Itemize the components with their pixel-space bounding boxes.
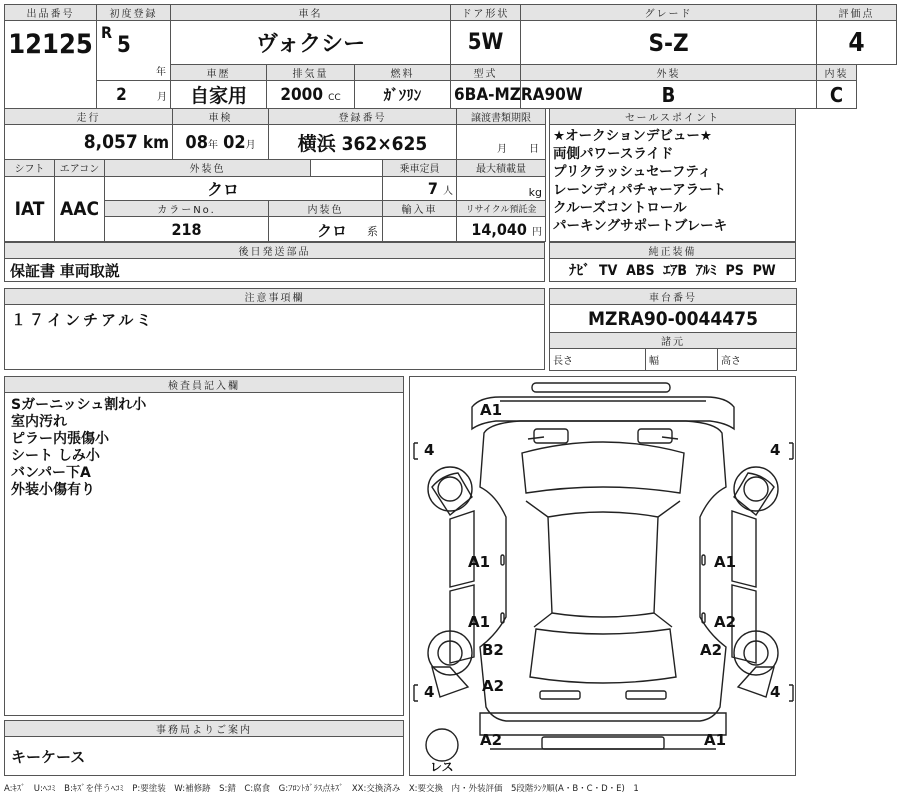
damage-left-rear-door: A1 <box>468 613 491 631</box>
office-table <box>4 720 404 776</box>
inspector-line: ピラー内張傷小 <box>11 431 109 447</box>
first-reg-year: 5 <box>117 33 131 58</box>
door-label: ドア形状 <box>451 5 521 21</box>
spare-tire-label: レス <box>430 760 454 774</box>
sales-point-item: ★オークションデビュー★ <box>553 128 712 144</box>
grade-label: グレード <box>521 5 817 21</box>
score-label: 評価点 <box>817 5 897 21</box>
spec-width: 幅 <box>646 349 718 371</box>
inspector-label: 検査員記入欄 <box>5 377 404 393</box>
sales-points-table <box>549 108 796 242</box>
car-diagram <box>410 377 797 777</box>
plate-number: 横浜 362×625 <box>269 125 457 160</box>
ext-color-label: 外装色 <box>105 160 311 176</box>
inspector-line: シート しみ小 <box>11 448 100 464</box>
grade-value: S-Z <box>521 21 817 65</box>
damage-rear-bumper-left: A2 <box>480 731 503 749</box>
damage-right-front-door: A1 <box>714 553 737 571</box>
damage-front-bumper: A1 <box>480 401 503 419</box>
notes-table <box>4 288 545 370</box>
damage-right-rear-fender: A2 <box>700 641 723 659</box>
first-reg-month: 2 <box>116 84 127 105</box>
model-value: 6BA-MZRA90W <box>451 81 521 109</box>
damage-left-rear-quarter: A2 <box>482 677 505 695</box>
equipment-label: 純正装備 <box>550 243 796 259</box>
shift-value: IAT <box>5 176 55 242</box>
equipment-list <box>550 259 796 282</box>
sales-points <box>550 125 796 242</box>
later-parts: 保証書 車両取説 <box>5 259 545 282</box>
equipment-table <box>549 242 796 282</box>
door-type: 5W <box>451 21 521 65</box>
notes-value: １７インチアルミ <box>5 305 545 370</box>
spec-length: 長さ <box>550 349 646 371</box>
capacity-label: 乗車定員 <box>383 160 457 176</box>
first-reg-label: 初度登録 <box>97 5 171 21</box>
later-parts-table <box>4 242 545 282</box>
ext-color: クロ <box>105 176 383 201</box>
lot-label: 出品番号 <box>5 5 97 21</box>
inspector-line: Sガーニッシュ割れ小 <box>11 397 147 413</box>
int-color-label: 内装色 <box>269 201 383 217</box>
aircon-value: AAC <box>55 176 105 242</box>
model-label: 型式 <box>451 65 521 81</box>
ext-score: B <box>521 81 817 109</box>
chassis-table <box>549 288 797 371</box>
tire-front-left: 4 <box>424 441 435 459</box>
ext-score-label: 外装 <box>521 65 817 81</box>
score-value: 4 <box>817 21 897 65</box>
transfer-label: 譲渡書類期限 <box>457 109 546 125</box>
inspector-line: バンパー下A <box>11 465 91 481</box>
car-name: ヴォクシー <box>171 21 451 65</box>
header-table <box>4 4 897 109</box>
mileage-label: 走行 <box>5 109 173 125</box>
equipment-item: ﾅﾋﾞ <box>569 263 591 279</box>
equipment-item: ｴｱB <box>663 263 687 279</box>
first-reg-era: R <box>101 23 113 42</box>
damage-left-rear-fender: B2 <box>482 641 504 659</box>
int-color: クロ 系 <box>269 217 383 242</box>
color-no-label: カラーNo. <box>105 201 269 217</box>
max-load: kg <box>457 176 546 201</box>
import-value <box>383 217 457 242</box>
fuel-value: ｶﾞｿﾘﾝ <box>355 81 451 109</box>
tire-rear-left: 4 <box>424 683 435 701</box>
displacement-label: 排気量 <box>267 65 355 81</box>
sales-point-item: 両側パワースライド <box>553 146 674 162</box>
car-history-label: 車歴 <box>171 65 267 81</box>
first-reg-year-unit: 年 <box>156 67 167 78</box>
tire-rear-right: 4 <box>770 683 781 701</box>
sales-point-item: クルーズコントロール <box>553 200 687 216</box>
office-label: 事務局よりご案内 <box>5 721 404 737</box>
inspection-label: 車検 <box>173 109 269 125</box>
car-history: 自家用 <box>171 81 267 109</box>
mileage: 8,057 km <box>5 125 173 160</box>
color-no: 218 <box>105 217 269 242</box>
lot-number: 12125 <box>5 21 97 109</box>
max-load-label: 最大積載量 <box>457 160 546 176</box>
damage-left-front-door: A1 <box>468 553 491 571</box>
specs-label: 諸元 <box>550 333 797 349</box>
equipment-item: ABS <box>626 263 655 279</box>
notes-label: 注意事項欄 <box>5 289 545 305</box>
capacity: 7 人 <box>383 176 457 201</box>
aircon-label: エアコン <box>55 160 105 176</box>
equipment-item: PS <box>725 263 744 279</box>
later-parts-label: 後日発送部品 <box>5 243 545 259</box>
transfer-date: 月 日 <box>457 125 546 160</box>
int-score: C <box>817 81 857 109</box>
sales-point-item: レーンディパチャーアラート <box>553 182 727 198</box>
inspector-line: 室内汚れ <box>11 414 67 430</box>
sales-point-item: パーキングサポートブレーキ <box>553 218 728 234</box>
damage-right-rear-door: A2 <box>714 613 737 631</box>
damage-rear-bumper-right: A1 <box>704 731 727 749</box>
int-score-label: 内装 <box>817 65 857 81</box>
recycle-fee: 14,040 円 <box>457 217 546 242</box>
chassis-number: MZRA90-0044475 <box>550 305 797 333</box>
first-reg-cell <box>97 21 171 81</box>
plate-label: 登録番号 <box>269 109 457 125</box>
shift-label: シフト <box>5 160 55 176</box>
first-reg-month-unit: 月 <box>157 91 168 103</box>
displacement: 2000 CC <box>267 81 355 109</box>
sales-point-item: プリクラッシュセーフティ <box>553 164 712 180</box>
first-reg-month-cell <box>97 81 171 109</box>
inspection-date: 08年 02月 <box>173 125 269 160</box>
tire-front-right: 4 <box>770 441 781 459</box>
spec-height: 高さ <box>718 349 797 371</box>
inspector-line: 外装小傷有り <box>11 482 95 498</box>
equipment-item: TV <box>599 263 618 279</box>
recycle-label: リサイクル預託金 <box>457 201 546 217</box>
chassis-label: 車台番号 <box>550 289 797 305</box>
details-table <box>4 108 546 242</box>
legend: A:ｷｽﾞ U:ﾍｺﾐ B:ｷｽﾞを伴うﾍｺﾐ P:要塗装 W:補修跡 S:錆 C:腐食 G:ﾌﾛﾝﾄｶﾞﾗｽ点ｷｽﾞ XX:交換済み X:要交換 内・外装評価 5段階ﾗﾝｸ順(A・B・C・D・E) 1 <box>4 784 639 794</box>
office-note: キーケース <box>5 737 404 776</box>
damage-diagram <box>409 376 796 776</box>
car-name-label: 車名 <box>171 5 451 21</box>
inspector-notes <box>5 393 404 716</box>
fuel-label: 燃料 <box>355 65 451 81</box>
sales-points-label: セールスポイント <box>550 109 796 125</box>
inspector-table <box>4 376 404 716</box>
import-label: 輸入車 <box>383 201 457 217</box>
equipment-item: PW <box>752 263 776 279</box>
equipment-item: ｱﾙﾐ <box>695 263 717 279</box>
